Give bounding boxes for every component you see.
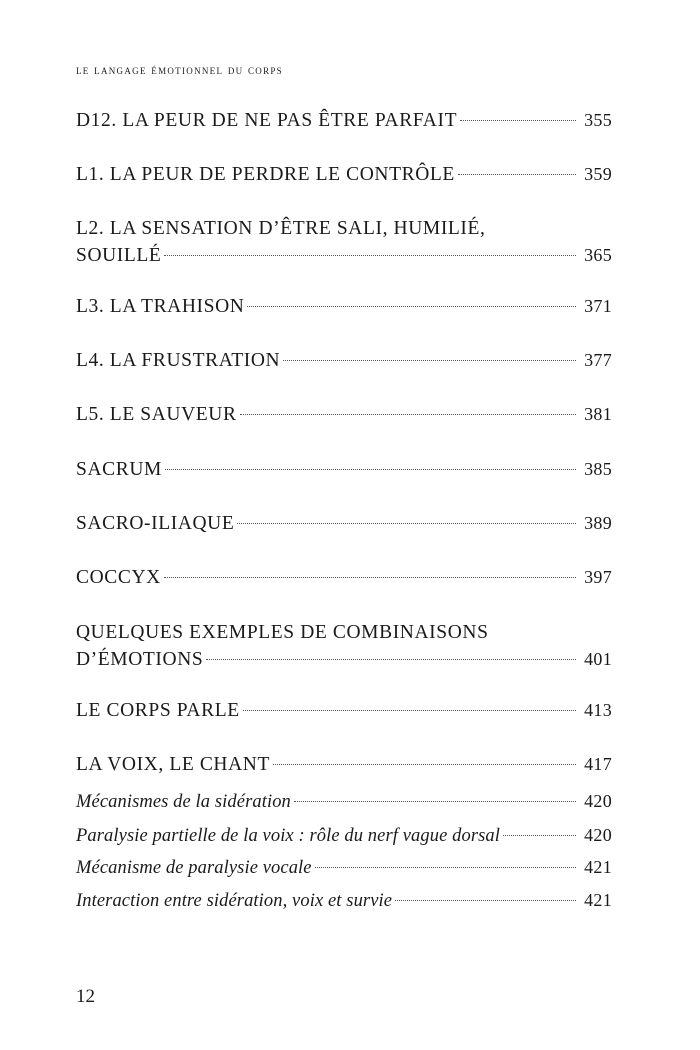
dot-leader: [165, 469, 576, 470]
toc-entry-title: Paralysie partielle de la voix : rôle du nerf vague dorsal: [76, 826, 501, 846]
toc-entry-line: [76, 567, 612, 594]
toc-entry: [76, 404, 612, 431]
dot-leader: [164, 577, 576, 578]
toc-entry-line: [76, 791, 612, 818]
dot-leader: [294, 801, 576, 802]
toc-entry-line: [76, 649, 612, 676]
toc-entry-line: [76, 857, 612, 884]
toc-page-number: 389: [584, 513, 612, 533]
toc-entry-title: L2. LA SENSATION D’ÊTRE SALI, HUMILIÉ,: [76, 218, 486, 239]
toc-page-number: 371: [584, 296, 612, 316]
toc-page-number: 401: [584, 649, 612, 669]
toc-page-number: 413: [584, 700, 612, 720]
toc-page-number: 365: [584, 245, 612, 265]
dot-leader: [458, 174, 576, 175]
toc-entry-title: D’ÉMOTIONS: [76, 649, 204, 670]
dot-leader: [237, 523, 576, 524]
toc-entry-line: [76, 754, 612, 781]
toc-entry-title: SACRUM: [76, 459, 162, 480]
toc-page-number: 421: [584, 890, 612, 910]
toc-entry-title: COCCYX: [76, 567, 161, 588]
dot-leader: [283, 360, 576, 361]
toc-page-number: 420: [584, 791, 612, 811]
toc-entry: [76, 567, 612, 594]
toc-entry-title: QUELQUES EXEMPLES DE COMBINAISONS: [76, 622, 489, 643]
dot-leader: [460, 120, 576, 121]
toc-subentry: [76, 791, 612, 818]
toc-entry-line: [76, 110, 612, 137]
toc-entry-line: [76, 164, 612, 191]
toc-entry-title: L4. LA FRUSTRATION: [76, 350, 281, 371]
toc-entry-line: [76, 296, 612, 323]
toc-entry: [76, 513, 612, 540]
toc-entry-title: Interaction entre sidération, voix et survie: [76, 891, 393, 911]
toc-entry: [76, 110, 612, 137]
toc-page-number: 385: [584, 459, 612, 479]
toc-entry: [76, 459, 612, 486]
toc-entry-title: SACRO-ILIAQUE: [76, 513, 235, 534]
toc-entry-line: [76, 622, 612, 649]
toc-page-number: 381: [584, 404, 612, 424]
toc-entry-title: Mécanismes de la sidération: [76, 792, 291, 812]
dot-leader: [247, 306, 576, 307]
toc-page-number: 355: [584, 110, 612, 130]
toc-subentry: [76, 857, 612, 884]
toc-entry-line: [76, 404, 612, 431]
toc-entry-title: L5. LE SAUVEUR: [76, 404, 237, 425]
toc-entry-line: [76, 825, 612, 852]
toc-entry-line: [76, 890, 612, 917]
toc-page-number: 359: [584, 164, 612, 184]
dot-leader: [503, 835, 576, 836]
toc-subentry: [76, 890, 612, 917]
toc-entry-line: [76, 700, 612, 727]
toc-entry-title: L1. LA PEUR DE PERDRE LE CONTRÔLE: [76, 164, 455, 185]
running-header: le langage émotionnel du corps: [76, 62, 283, 77]
toc-entry-title: SOUILLÉ: [76, 245, 162, 266]
dot-leader: [164, 255, 576, 256]
toc-entry-line: [76, 218, 612, 245]
toc-entry-title: L3. LA TRAHISON: [76, 296, 245, 317]
toc-entry: [76, 622, 612, 676]
toc-page-number: 397: [584, 567, 612, 587]
dot-leader: [240, 414, 576, 415]
toc-entry-title: LE CORPS PARLE: [76, 700, 240, 721]
toc-entry: [76, 700, 612, 727]
page-number: 12: [76, 986, 95, 1007]
toc-entry: [76, 754, 612, 781]
toc-entry-title: Mécanisme de paralysie vocale: [76, 858, 312, 878]
dot-leader: [206, 659, 576, 660]
toc-page-number: 417: [584, 754, 612, 774]
toc-entry-line: [76, 513, 612, 540]
toc-subentry: [76, 825, 612, 852]
toc-entry-line: [76, 350, 612, 377]
toc-entry: [76, 218, 612, 272]
toc-entry: [76, 164, 612, 191]
toc-page-number: 421: [584, 857, 612, 877]
dot-leader: [273, 764, 576, 765]
toc-page-number: 377: [584, 350, 612, 370]
dot-leader: [243, 710, 576, 711]
toc-entry-line: [76, 245, 612, 272]
toc-entry-title: LA VOIX, LE CHANT: [76, 754, 270, 775]
dot-leader: [315, 867, 576, 868]
toc-entry-line: [76, 459, 612, 486]
toc-entry-title: D12. LA PEUR DE NE PAS ÊTRE PARFAIT: [76, 110, 458, 131]
toc-page-number: 420: [584, 825, 612, 845]
toc-entry: [76, 296, 612, 323]
dot-leader: [395, 900, 576, 901]
toc-entry: [76, 350, 612, 377]
